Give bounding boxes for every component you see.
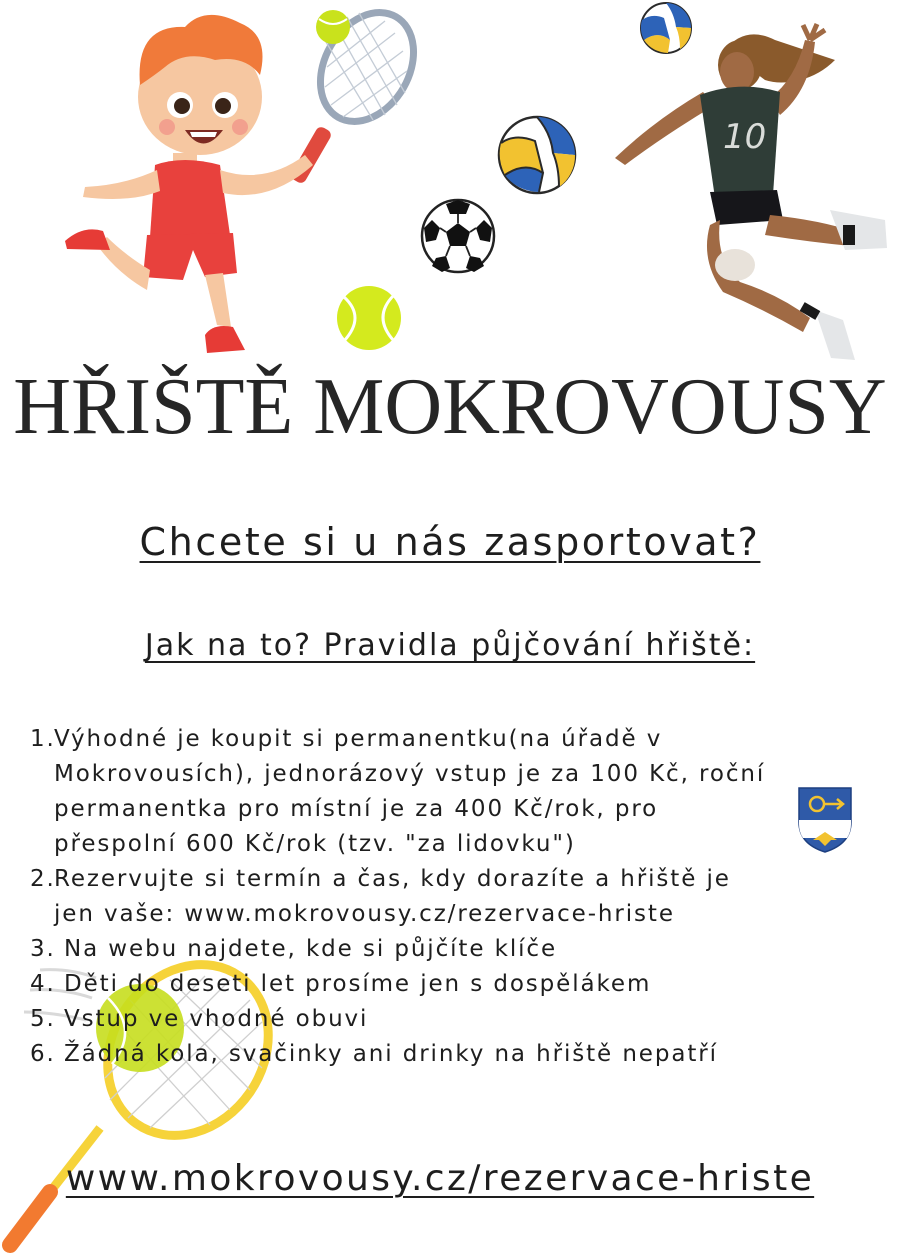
rules-heading: Jak na to? Pravidla půjčování hřiště: [144,628,756,663]
rule-line: Žádná kola, svačinky ani drinky na hřiště nepatří [64,1041,718,1067]
rule-line: přespolní 600 Kč/rok (tzv. "za lidovku") [54,831,576,857]
tennis-ball-small-icon [316,10,350,44]
rule-item [30,932,890,967]
website-link[interactable]: www.mokrovousy.cz/rezervace-hriste [65,1158,815,1199]
volleyball-icon [495,113,579,197]
rule-item [30,862,890,932]
rule-line: Děti do deseti let prosíme jen s dospělákem [64,971,652,997]
rule-line: Na webu najdete, kde si půjčíte klíče [64,936,558,962]
village-crest-icon [797,786,853,854]
rule-line: Mokrovousích), jednorázový vstup je za 100 Kč, roční [54,761,766,787]
boy-racket [289,5,425,185]
rule-number: 6. [30,1041,56,1067]
rule-item [30,1002,890,1037]
rule-number: 3. [30,936,56,962]
rule-item [30,967,890,1002]
rule-number: 5. [30,1006,56,1032]
rule-number: 4. [30,971,56,997]
question-heading: Chcete si u nás zasportovat? [139,520,761,564]
jersey-number-art: 10 [723,117,767,157]
rule-line: Vstup ve vhodné obuvi [64,1006,369,1032]
rule-item [30,722,890,862]
page-title: HŘIŠTĚ MOKROVOUSY [13,363,887,451]
rule-line: permanentka pro místní je za 400 Kč/rok, pro [54,796,659,822]
soccer-ball-icon [418,196,498,276]
rule-number: 1. [30,726,56,752]
tennis-ball-icon [334,283,404,353]
rule-line: Výhodné je koupit si permanentku(na úřadě v [54,726,663,752]
rules-list [30,722,890,1072]
rule-item [30,1037,890,1072]
rule-line: jen vaše: www.mokrovousy.cz/rezervace-hriste [54,901,675,927]
volleyball-player-illustration [605,20,895,365]
rule-number: 2. [30,866,56,892]
rule-line: Rezervujte si termín a čas, kdy dorazíte a hřiště je [54,866,731,892]
